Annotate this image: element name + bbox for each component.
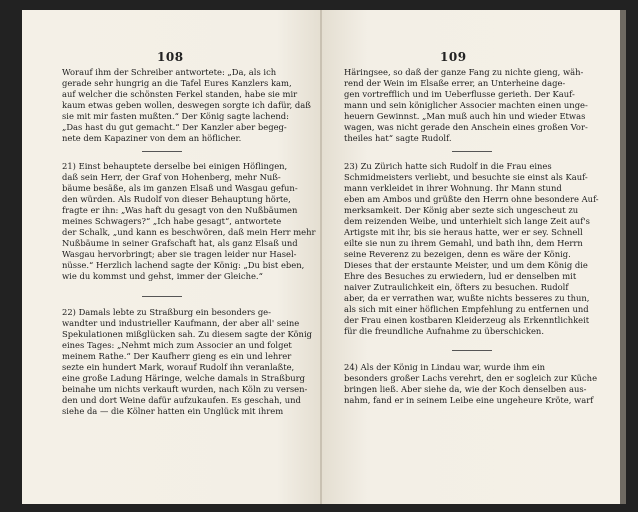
text-line: mann verkleidet in ihrer Wohnung. Ihr Mann stund (344, 183, 562, 193)
text-line: eben am Ambos und grüßte den Herrn ohne besondere Auf- (344, 194, 599, 204)
anecdote-21 (62, 161, 317, 282)
page-number-left: 108 (157, 50, 184, 64)
section-divider (452, 350, 492, 351)
section-divider (452, 151, 492, 152)
text-line: Nußbäume in seiner Grafschaft hat, als ganz Elsaß und (62, 238, 298, 248)
anecdote-23 (344, 161, 606, 337)
text-line: auf welcher die schönsten Ferkel standen, habe sie mir (62, 89, 298, 99)
text-line: „Das hast du gut gemacht.“ Der Kanzler aber begeg- (62, 122, 287, 132)
text-line: beinahe um nichts verkauft wurden, nach Köln zu versen- (62, 384, 308, 394)
text-line: wie du kommst und gehst, immer der Gleiche.“ (62, 271, 263, 281)
text-line: nüsse.“ Herzlich lachend sagte der König: „Du bist eben, (62, 260, 305, 270)
text-line: eines Tages: „Nehmt mich zum Associer an und folget (62, 340, 292, 350)
text-line: besonders großer Lachs verehrt, den er sogleich zur Küche (344, 373, 598, 383)
text-line: als sich mit einer höflichen Empfehlung zu entfernen und (344, 304, 589, 314)
text-line: eilte sie nun zu ihrem Gemahl, und bath ihn, dem Herrn (344, 238, 583, 248)
text-line: 21) Einst behauptete derselbe bei einigen Höflingen, (62, 161, 288, 171)
text-line: den würden. Als Rudolf von dieser Behauptung hörte, (62, 194, 291, 204)
section-divider (142, 296, 182, 297)
section-divider (142, 151, 182, 152)
book-spread (22, 10, 626, 504)
text-line: merksamkeit. Der König aber sezte sich ungescheut zu (344, 205, 579, 215)
text-line: der Schalk, „und kann es beschwören, daß mein Herr mehr (62, 227, 316, 237)
text-line: wandter und industrieller Kaufmann, der aber all' seine (62, 318, 300, 328)
text-line: rend der Wein im Elsaße errer, an Unterheine dage- (344, 78, 566, 88)
right-page (322, 10, 626, 504)
text-line: gerade sehr hungrig an die Tafel Eures Kanzlers kam, (62, 78, 292, 88)
text-line: bringen ließ. Aber siehe da, wie der Koch denselben aus- (344, 384, 587, 394)
text-line: heuern Gewinnst. „Man muß auch hin und wieder Etwas (344, 111, 586, 121)
anecdote-22 (62, 307, 317, 417)
text-line: mann und sein königlicher Associer machten einen unge- (344, 100, 588, 110)
page-edge-shadow (620, 10, 626, 504)
text-line: 22) Damals lebte zu Straßburg ein besonders ge- (62, 307, 271, 317)
text-line: dem reizenden Weibe, und unterhielt sich lange Zeit auf's (344, 216, 590, 226)
text-line: naiver Zutraulichkeit ein, öfters zu besuchen. Rudolf (344, 282, 569, 292)
text-line: siehe da — die Kölner hatten ein Unglück mit ihrem (62, 406, 284, 416)
text-line: Schmidmeisters verliebt, und besuchte sie einst als Kauf- (344, 172, 588, 182)
text-line: für die freundliche Aufnahme zu überschicken. (344, 326, 544, 336)
text-line: den und dort Weine dafür aufzukaufen. Es geschah, und (62, 395, 301, 405)
text-line: Dieses that der erstaunte Meister, und um dem König die (344, 260, 588, 270)
text-line: seine Reverenz zu bezeigen, denn es wäre der König. (344, 249, 571, 259)
left-page (22, 10, 322, 504)
anecdote-24 (344, 362, 606, 406)
text-line: der Frau einen kostbaren Kleiderzeug als Erkenntlichkeit (344, 315, 590, 325)
text-line: nete dem Kapaziner von dem an höflicher. (62, 133, 242, 143)
page-number-right: 109 (440, 50, 467, 64)
text-line: eine große Ladung Häringe, welche damals in Straßburg (62, 373, 305, 383)
right-paragraph-continued (344, 67, 606, 144)
text-line: Wasgau hervorbringt; aber sie tragen leider nur Hasel- (62, 249, 297, 259)
text-line: meines Schwagers?“ „Ich habe gesagt“, antwortete (62, 216, 282, 226)
text-line: 23) Zu Zürich hatte sich Rudolf in die Frau eines (344, 161, 552, 171)
text-line: wagen, was nicht gerade den Anschein eines großen Vor- (344, 122, 588, 132)
text-line: aber, da er verrathen war, wußte nichts besseres zu thun, (344, 293, 590, 303)
text-line: nahm, fand er in seinem Leibe eine ungeheure Kröte, warf (344, 395, 594, 405)
text-line: sezte ein hundert Mark, worauf Rudolf ihn veranlaßte, (62, 362, 295, 372)
text-line: bäume besäße, als im ganzen Elsaß und Wasgau gefun- (62, 183, 298, 193)
text-line: Ehre des Besuches zu erwiedern, lud er denselben mit (344, 271, 577, 281)
text-line: kaum etwas geben wollen, deswegen sorgte ich dafür, daß (62, 100, 311, 110)
text-line: fragte er ihn: „Was haft du gesagt von den Nußbäumen (62, 205, 298, 215)
text-line: Häringsee, so daß der ganze Fang zu nichte gieng, wäh- (344, 67, 584, 77)
text-line: meinem Rathe.“ Der Kaufherr gieng es ein und lehrer (62, 351, 292, 361)
text-line: Worauf ihm der Schreiber antwortete: „Da, als ich (62, 67, 277, 77)
text-line: Artigste mit ihr, bis sie heraus hatte, wer er sey. Schnell (344, 227, 583, 237)
text-line: daß sein Herr, der Graf von Hohenberg, mehr Nuß- (62, 172, 281, 182)
text-line: sie mit mir fasten mußten.“ Der König sagte lachend: (62, 111, 289, 121)
text-line: 24) Als der König in Lindau war, wurde ihm ein (344, 362, 546, 372)
text-line: theiles hat“ sagte Rudolf. (344, 133, 452, 143)
text-line: gen vortrefflich und im Ueberflusse gerieth. Der Kauf- (344, 89, 575, 99)
left-paragraph-continued (62, 67, 317, 144)
text-line: Spekulationen mißglücken sah. Zu diesem sagte der König (62, 329, 312, 339)
